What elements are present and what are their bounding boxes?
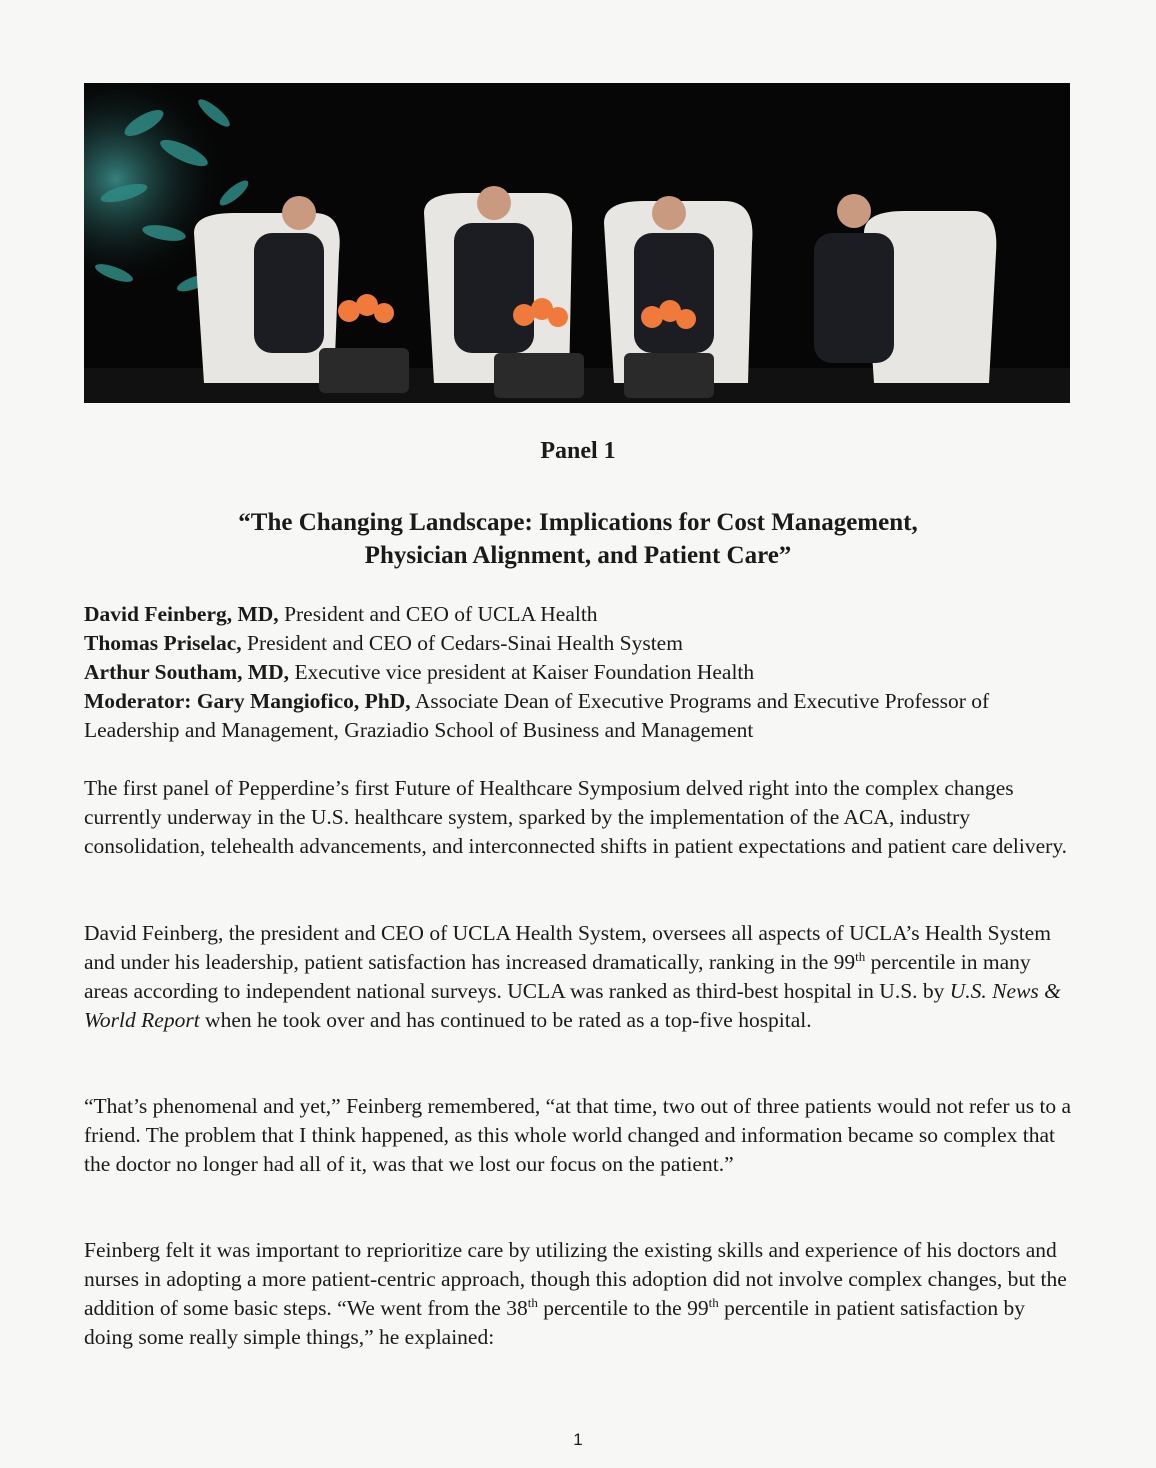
text-run: percentile in many areas according to independent national surveys. UCLA was ranked as third-best hospital in U.S. by: [84, 950, 1031, 1003]
speaker-role: President and CEO of UCLA Health: [284, 602, 598, 626]
speaker-name: Arthur Southam, MD,: [84, 660, 290, 684]
panel-discussion-photo: [84, 83, 1070, 403]
superscript: th: [855, 948, 866, 964]
speaker-entry: [84, 629, 1074, 658]
text-run: percentile to the 99: [537, 1296, 709, 1320]
speaker-list: [84, 600, 1074, 745]
intro-paragraph: The first panel of Pepperdine’s first Future of Healthcare Symposium delved right into the complex changes currently underway in the U.S. healthcare system, sparked by the implementation of the ACA, industry consolidation, telehealth advancements, and interconnected shifts in patient expectations and patient care delivery.: [84, 776, 1068, 858]
text-run: percentile in patient satisfaction by doing some really simple things,” he explained:: [84, 1296, 1025, 1349]
page-number: 1: [573, 1430, 583, 1449]
moderator-role: Associate Dean of Executive Programs and Executive Professor of Leadership and Management, Graziadio School of Business and Management: [84, 689, 990, 742]
publication-title: U.S. News & World Report: [84, 979, 1061, 1032]
moderator-name: Moderator: Gary Mangiofico, PhD,: [84, 689, 411, 713]
panel-subtitle: [100, 506, 1056, 572]
quote-paragraph: “That’s phenomenal and yet,” Feinberg remembered, “at that time, two out of three patients would not refer us to a friend. The problem that I think happened, as this whole world changed and information became so complex that the doctor no longer had all of it, was that we lost our focus on the patient.”: [84, 1094, 1072, 1176]
superscript: th: [527, 1294, 538, 1310]
speaker-name: Thomas Priselac,: [84, 631, 242, 655]
subtitle-line-2: Physician Alignment, and Patient Care”: [364, 542, 792, 569]
subtitle-line-1: “The Changing Landscape: Implications for Cost Management,: [238, 509, 918, 536]
feinberg-bio-paragraph: [84, 919, 1074, 1035]
superscript: th: [708, 1294, 719, 1310]
text-run: Feinberg felt it was important to reprioritize care by utilizing the existing skills and experience of his doctors and nurses in adopting a more patient-centric approach, though this adoption did not involve complex changes, but the addition of some basic steps. “We went from the 38: [84, 1238, 1067, 1320]
reprioritize-paragraph: [84, 1236, 1074, 1352]
text-run: David Feinberg, the president and CEO of UCLA Health System, oversees all aspects of UCLA’s Health System and under his leadership, patient satisfaction has increased dramatically, ranking in the 99: [84, 921, 1051, 974]
text-run: when he took over and has continued to be rated as a top-five hospital.: [199, 1008, 812, 1032]
speaker-name: David Feinberg, MD,: [84, 602, 279, 626]
panel-title: Panel 1: [540, 438, 616, 464]
stage-illustration: [84, 83, 1070, 403]
speaker-role: President and CEO of Cedars-Sinai Health System: [247, 631, 683, 655]
moderator-entry: [84, 687, 1074, 745]
speaker-entry: [84, 658, 1074, 687]
speaker-role: Executive vice president at Kaiser Foundation Health: [294, 660, 755, 684]
speaker-entry: [84, 600, 1074, 629]
